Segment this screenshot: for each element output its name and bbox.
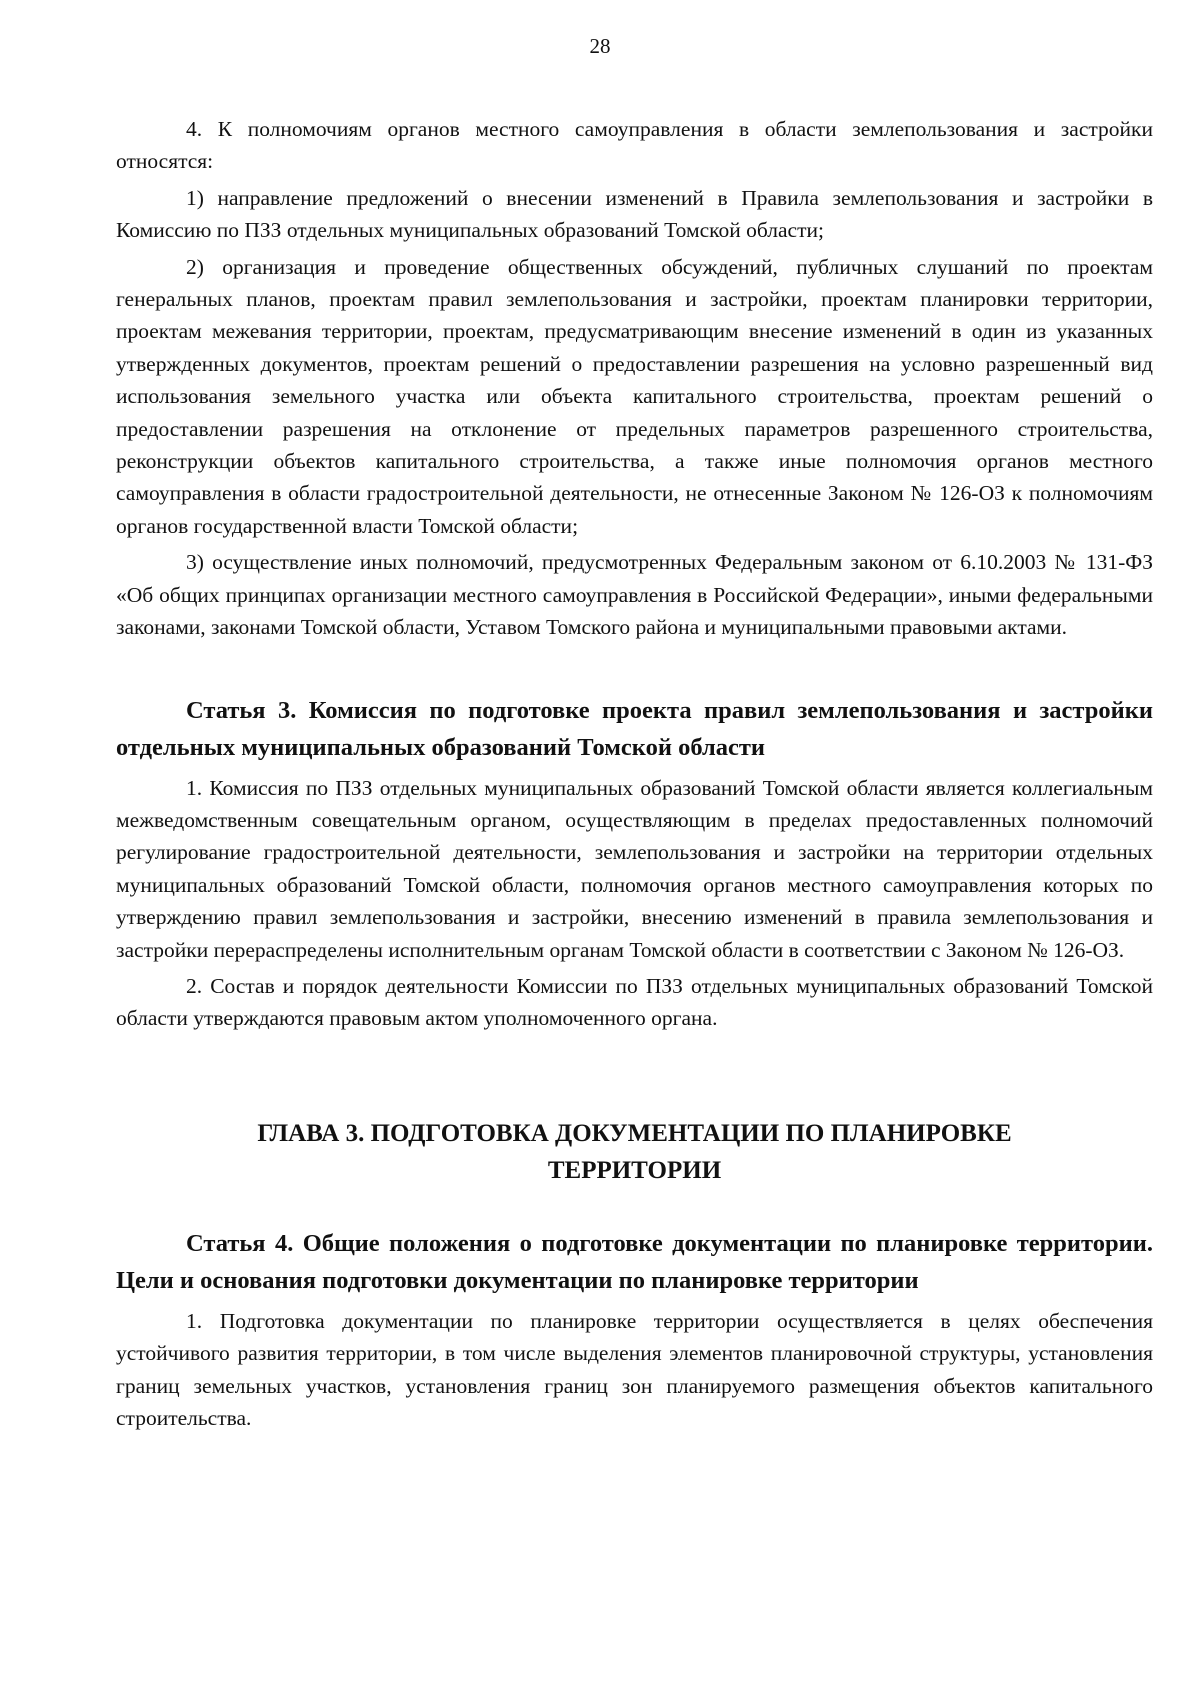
paragraph-powers-item-2: 2) организация и проведение общественных обсуждений, публичных слушаний по проектам генеральных планов, проектам правил землепользования и застройки, проектам планировки территории, проектам межевания территории, проектам, предусматривающим внесение изменений в один из указанных утвержденных документов, проектам решений о предоставлении разрешения на условно разрешенный вид использования земельного участка или объекта капитального строительства, проектам решений о предоставлении разрешения на отклонение от предельных параметров разрешенного строительства, реконструкции объектов капитального строительства, а также иные полномочия органов местного самоуправления в области градостроительной деятельности, не отнесенные Законом № 126-ОЗ к полномочиям органов государственной власти Томской области; bbox=[116, 254, 1153, 538]
article-3-heading: Статья 3. Комиссия по подготовке проекта правил землепользования и застройки отдельных муниципальных образований Томской области bbox=[116, 696, 1153, 761]
chapter-3-heading-line-2: ТЕРРИТОРИИ bbox=[547, 1156, 722, 1184]
chapter-3-heading bbox=[116, 1115, 1153, 1189]
paragraph-article-4-item-1: 1. Подготовка документации по планировке территории осуществляется в целях обеспечения устойчивого развития территории, в том числе выделения элементов планировочной структуры, установления границ земельных участков, установления границ зон планируемого размещения объектов капитального строительства. bbox=[116, 1308, 1153, 1430]
paragraph-powers-intro: 4. К полномочиям органов местного самоуправления в области землепользования и застройки относятся: bbox=[116, 117, 1153, 174]
page-content bbox=[116, 113, 1153, 1438]
page-number: 28 bbox=[589, 34, 611, 58]
paragraph-powers-item-1: 1) направление предложений о внесении изменений в Правила землепользования и застройки в Комиссию по ПЗЗ отдельных муниципальных образований Томской области; bbox=[116, 185, 1153, 243]
chapter-3-heading-line-1: ГЛАВА 3. ПОДГОТОВКА ДОКУМЕНТАЦИИ ПО ПЛАНИРОВКЕ bbox=[257, 1119, 1012, 1147]
paragraph-powers-item-3: 3) осуществление иных полномочий, предусмотренных Федеральным законом от 6.10.2003 № 131-ФЗ «Об общих принципах организации местного самоуправления в Российской Федерации», иными федеральными законами, законами Томской области, Уставом Томского района и муниципальными правовыми актами. bbox=[116, 550, 1153, 640]
paragraph-article-3-item-1: 1. Комиссия по ПЗЗ отдельных муниципальных образований Томской области является коллегиальным межведомственным совещательным органом, осуществляющим в пределах предоставленных полномочий регулирование градостроительной деятельности, землепользования и застройки на территории отдельных муниципальных образований Томской области, полномочия органов местного самоуправления которых по утверждению правил землепользования и застройки, внесению изменений в правила землепользования и застройки перераспределены исполнительным органам Томской области в соответствии с Законом № 126-ОЗ. bbox=[116, 775, 1153, 962]
article-4-heading: Статья 4. Общие положения о подготовке документации по планировке территории. Цели и основания подготовки документации по планировке территории bbox=[116, 1229, 1153, 1294]
paragraph-article-3-item-2: 2. Состав и порядок деятельности Комиссии по ПЗЗ отдельных муниципальных образований Томской области утверждаются правовым актом уполномоченного органа. bbox=[116, 973, 1153, 1031]
